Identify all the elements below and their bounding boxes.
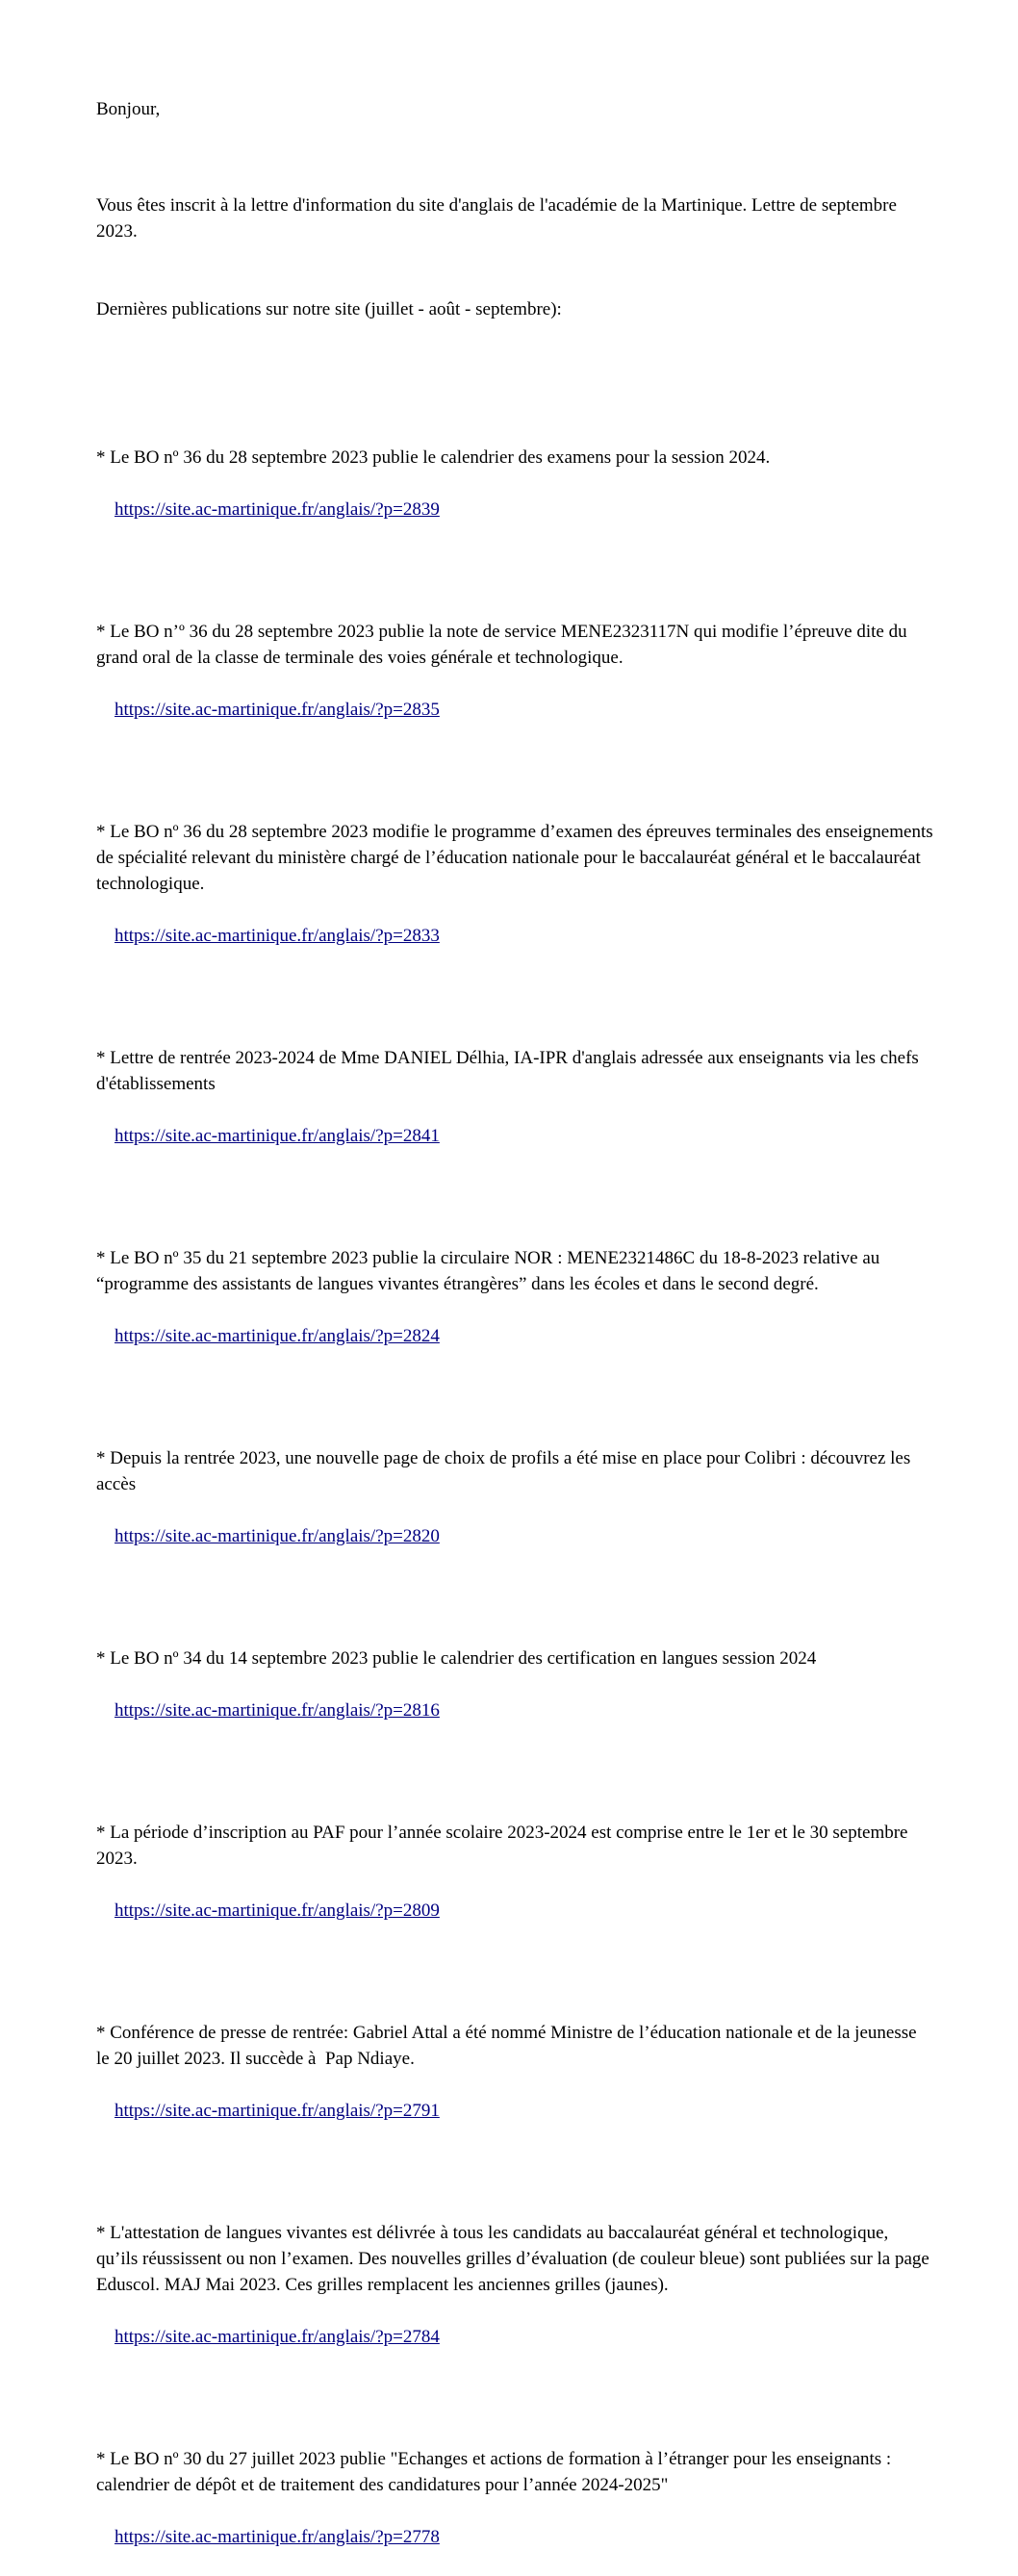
- newsletter-item: [96, 1768, 933, 1950]
- newsletter-item: [96, 393, 933, 548]
- newsletter-item: [96, 1393, 933, 1575]
- newsletter-item: [96, 567, 933, 749]
- item-text: * Le BO nº 36 du 28 septembre 2023 publie le calendrier des examens pour la session 2024.: [96, 447, 771, 468]
- item-text: * Lettre de rentrée 2023-2024 de Mme DANIEL Délhia, IA-IPR d'anglais adressée aux enseignants via les chefs d'établissements: [96, 1048, 924, 1094]
- newsletter-item: [96, 2168, 933, 2376]
- item-link[interactable]: https://site.ac-martinique.fr/anglais/?p=2833: [115, 926, 440, 946]
- newsletter-item: [96, 1968, 933, 2150]
- item-text: * Le BO nº 35 du 21 septembre 2023 publie la circulaire NOR : MENE2321486C du 18-8-2023 relative au “programme des assistants de langues vivantes étrangères” dans les écoles et dans le second degré.: [96, 1248, 885, 1294]
- intro-line-publications: Dernières publications sur notre site (juillet - août - septembre):: [96, 299, 562, 319]
- item-text: * Depuis la rentrée 2023, une nouvelle page de choix de profils a été mise en place pour Colibri : découvrez les accès: [96, 1448, 916, 1494]
- newsletter-item: [96, 2394, 933, 2576]
- item-text: * L'attestation de langues vivantes est délivrée à tous les candidats au baccalauréat général et technologique, qu’ils réussissent ou non l’examen. Des nouvelles grilles d’évaluation (de couleur bleue) sont publiées sur la page Eduscol. MAJ Mai 2023. Ces grilles remplacent les anciennes grilles (jaunes).: [96, 2223, 934, 2295]
- item-text: * Le BO nº 36 du 28 septembre 2023 modifie le programme d’examen des épreuves terminales des enseignements de spécialité relevant du ministère chargé de l’éducation nationale pour le baccalauréat général et le baccalauréat technologique.: [96, 822, 938, 894]
- intro-line-subscription: Vous êtes inscrit à la lettre d'information du site d'anglais de l'académie de la Martinique. Lettre de septembre 2023.: [96, 195, 902, 242]
- item-link[interactable]: https://site.ac-martinique.fr/anglais/?p=2809: [115, 1900, 440, 1921]
- newsletter-item: [96, 993, 933, 1175]
- item-link[interactable]: https://site.ac-martinique.fr/anglais/?p=2778: [115, 2527, 440, 2547]
- item-text: * Le BO n’º 36 du 28 septembre 2023 publie la note de service MENE2323117N qui modifie l’épreuve dite du grand oral de la classe de terminale des voies générale et technologique.: [96, 622, 912, 668]
- item-text: * Le BO nº 34 du 14 septembre 2023 publie le calendrier des certification en langues session 2024: [96, 1648, 817, 1669]
- item-link[interactable]: https://site.ac-martinique.fr/anglais/?p=2816: [115, 1700, 440, 1721]
- newsletter-item: [96, 1193, 933, 1375]
- item-link[interactable]: https://site.ac-martinique.fr/anglais/?p=2784: [115, 2327, 440, 2347]
- item-link[interactable]: https://site.ac-martinique.fr/anglais/?p=2835: [115, 700, 440, 720]
- item-text: * Conférence de presse de rentrée: Gabriel Attal a été nommé Ministre de l’éducation nationale et de la jeunesse le 20 juillet 2023. Il succède à Pap Ndiaye.: [96, 2023, 922, 2069]
- newsletter-item: [96, 1594, 933, 1749]
- intro-paragraph: [96, 140, 933, 374]
- item-link[interactable]: https://site.ac-martinique.fr/anglais/?p=2841: [115, 1126, 440, 1146]
- item-text: * La période d’inscription au PAF pour l’année scolaire 2023-2024 est comprise entre le 1er et le 30 septembre 2023.: [96, 1823, 913, 1869]
- item-link[interactable]: https://site.ac-martinique.fr/anglais/?p=2839: [115, 499, 440, 520]
- greeting: Bonjour,: [96, 99, 161, 119]
- item-link[interactable]: https://site.ac-martinique.fr/anglais/?p=2791: [115, 2101, 440, 2121]
- item-text: * Le BO nº 30 du 27 juillet 2023 publie "Echanges et actions de formation à l’étranger pour les enseignants : calendrier de dépôt et de traitement des candidatures pour l’année 2024-2025": [96, 2449, 896, 2495]
- item-link[interactable]: https://site.ac-martinique.fr/anglais/?p=2820: [115, 1526, 440, 1546]
- item-link[interactable]: https://site.ac-martinique.fr/anglais/?p=2824: [115, 1326, 440, 1346]
- newsletter-item: [96, 767, 938, 975]
- newsletter-items: [96, 393, 938, 2576]
